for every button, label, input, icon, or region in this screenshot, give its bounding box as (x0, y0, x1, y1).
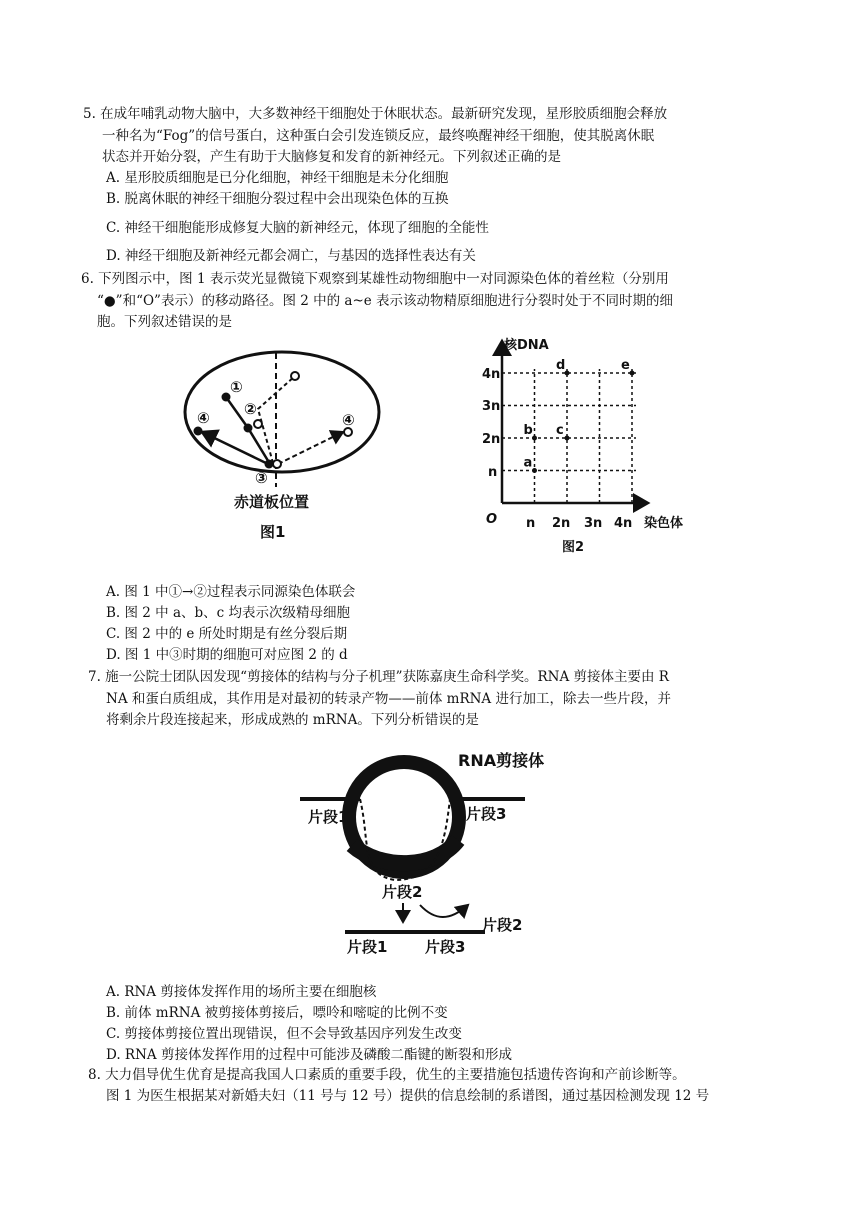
q6-option-a: A. 图 1 中①→②过程表示同源染色体联会 (106, 584, 356, 600)
x-tick-4n: 4n (614, 516, 633, 531)
y-tick-4n: 4n (482, 367, 501, 382)
q6-option-b: B. 图 2 中 a、b、c 均表示次级精母细胞 (106, 605, 351, 621)
marker-4-right: ④ (342, 411, 355, 429)
chart-points (524, 358, 635, 473)
arrow-to-right (278, 432, 343, 464)
point-label-a: a (523, 455, 533, 471)
q7-option-d: D. RNA 剪接体发挥作用的过程中可能涉及磷酸二酯键的断裂和形成 (106, 1047, 512, 1063)
mature-segment-1-label: 片段1 (347, 938, 388, 956)
q7-option-a: A. RNA 剪接体发挥作用的场所主要在细胞核 (106, 984, 377, 1000)
excision-arrow (420, 905, 468, 917)
q6-stem-line-3: 胞。下列叙述错误的是 (97, 314, 232, 330)
y-tick-3n: 3n (482, 399, 501, 414)
segment-2-label: 片段2 (382, 883, 423, 901)
x-tick-2n: 2n (552, 516, 571, 531)
q6-stem-line-2: “●”和“O”表示）的移动路径。图 2 中的 a~e 表示该动物精原细胞进行分裂时处于不同时期的细 (97, 293, 674, 309)
o-centromere-path (258, 376, 295, 463)
q8-stem-line-1: 8. 大力倡导优生优育是提高我国人口素质的重要手段，优生的主要措施包括遗传咨询和产前诊断等。 (88, 1067, 686, 1083)
point-c (565, 436, 570, 441)
q6-option-d: D. 图 1 中③时期的细胞可对应图 2 的 d (106, 647, 348, 663)
q5-stem-line-2: 一种名为“Fog”的信号蛋白，这种蛋白会引发连锁反应，最终唤醒神经干细胞，使其脱离休眠 (102, 128, 655, 144)
point-a (532, 468, 537, 473)
y-tick-2n: 2n (482, 432, 501, 447)
segment-1-label: 片段1 (308, 808, 349, 826)
y-tick-n: n (488, 465, 498, 480)
marker-1: ① (230, 378, 243, 396)
q8-stem-line-2: 图 1 为医生根据某对新婚夫妇（11 号与 12 号）提供的信息绘制的系谱图，通过基因检测发现 12 号 (106, 1088, 710, 1104)
point-label-b: b (523, 423, 533, 438)
origin-label: O (486, 512, 498, 527)
q5-stem-line-3: 状态并开始分裂，产生有助于大脑修复和发育的新神经元。下列叙述正确的是 (102, 149, 561, 165)
x-tick-n: n (526, 516, 536, 531)
arrow-to-left (202, 432, 268, 464)
point-label-d: d (556, 358, 566, 373)
point-e (630, 371, 635, 376)
o-centromere-1 (291, 372, 299, 380)
marker-4-left: ④ (197, 409, 210, 427)
x-tick-3n: 3n (584, 516, 603, 531)
x-axis-label: 染色体 (644, 516, 684, 531)
segment-2-excised-label: 片段2 (482, 916, 523, 934)
q5-option-b: B. 脱离休眠的神经干细胞分裂过程中会出现染色体的互换 (106, 191, 449, 207)
figure-1-centromere-paths (178, 345, 398, 545)
q7-option-b: B. 前体 mRNA 被剪接体剪接后，嘌呤和嘧啶的比例不变 (106, 1005, 448, 1021)
o-centromere-4 (344, 428, 352, 436)
o-centromere-2 (254, 420, 262, 428)
q5-stem-line-1: 5. 在成年哺乳动物大脑中，大多数神经干细胞处于休眠状态。最新研究发现，星形胶质细胞会释放 (83, 106, 668, 122)
chart-grid (502, 369, 636, 503)
q5-option-d: D. 神经干细胞及新神经元都会凋亡，与基因的选择性表达有关 (106, 248, 476, 264)
q6-stem-line-1: 6. 下列图示中，图 1 表示荧光显微镜下观察到某雄性动物细胞中一对同源染色体的着丝粒（分别用 (81, 271, 669, 287)
dot-centromere-2 (244, 424, 253, 433)
mature-segment-3-label: 片段3 (425, 938, 466, 956)
figure-2-caption: 图2 (562, 540, 585, 555)
q7-stem-line-1: 7. 施一公院士团队因发现“剪接体的结构与分子机理”获陈嘉庚生命科学奖。RNA 剪接体主要由 R (88, 669, 669, 685)
q5-option-c: C. 神经干细胞能形成修复大脑的新神经元，体现了细胞的全能性 (106, 220, 489, 236)
figure-1-caption: 图1 (260, 523, 286, 541)
marker-2: ② (244, 400, 257, 418)
q7-option-c: C. 剪接体剪接位置出现错误，但不会导致基因序列发生改变 (106, 1026, 462, 1042)
y-axis-label: 核DNA (504, 338, 549, 353)
q7-stem-line-3: 将剩余片段连接起来，形成成熟的 mRNA。下列分析错误的是 (106, 712, 479, 728)
spliceosome-inner-arc (352, 840, 458, 863)
q6-option-c: C. 图 2 中的 e 所处时期是有丝分裂后期 (106, 626, 348, 642)
spliceosome-label: RNA剪接体 (458, 751, 545, 770)
q5-option-a: A. 星形胶质细胞是已分化细胞，神经干细胞是未分化细胞 (106, 170, 449, 186)
spliceosome-figure (300, 745, 570, 960)
q7-stem-line-2: NA 和蛋白质组成，其作用是对最初的转录产物——前体 mRNA 进行加工，除去一些片段，并 (106, 691, 671, 707)
equatorial-plate-label: 赤道板位置 (234, 493, 310, 511)
point-label-c: c (556, 423, 564, 438)
marker-3: ③ (255, 469, 268, 487)
o-centromere-3 (273, 460, 281, 468)
point-label-e: e (621, 358, 630, 373)
dot-centromere-4 (194, 427, 203, 436)
segment-3-label: 片段3 (466, 805, 507, 823)
figure-2-dna-chart (478, 335, 698, 560)
